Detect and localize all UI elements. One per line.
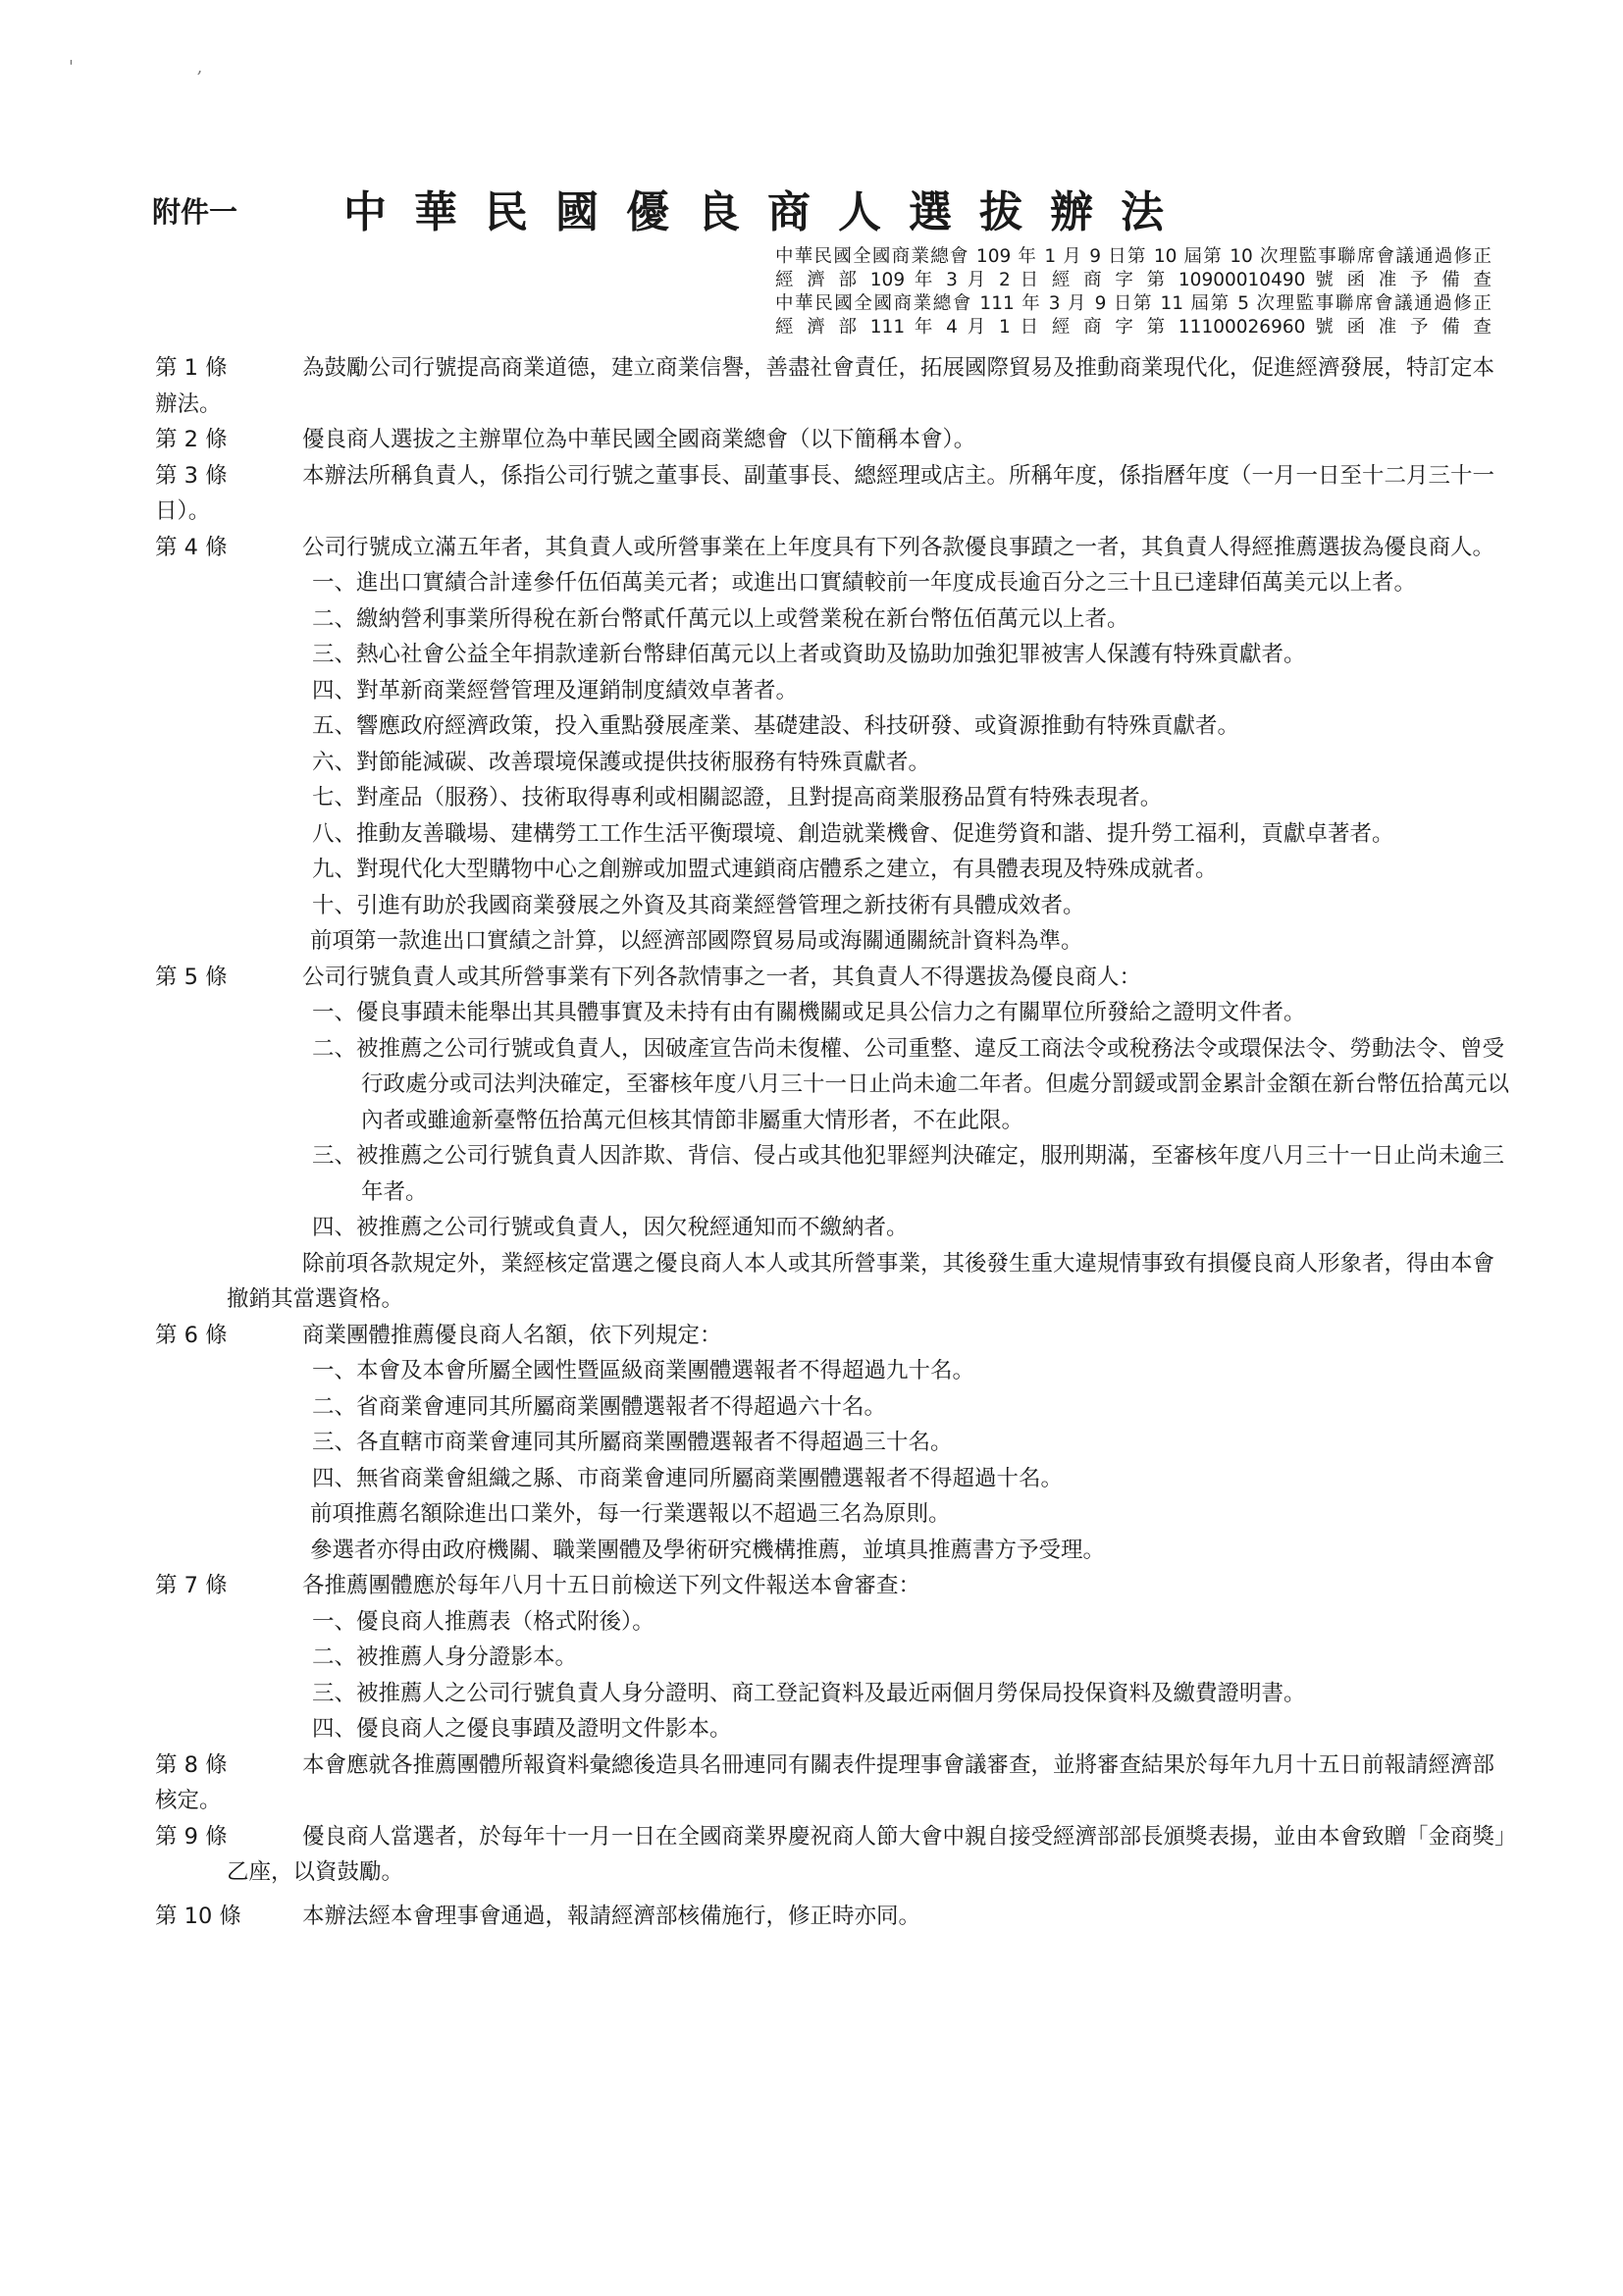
article-number: 第 10 條: [155, 1903, 241, 1929]
list-item: 七、對產品（服務）、技術取得專利或相關認證，且對提高商業服務品質有特殊表現者。: [312, 785, 1163, 810]
list-item: 四、被推薦之公司行號或負責人，因欠稅經通知而不繳納者。: [312, 1215, 909, 1240]
list-item: 三、各直轄市商業會連同其所屬商業團體選報者不得超過三十名。: [312, 1430, 953, 1455]
article-text: 優良商人當選者，於每年十一月一日在全國商業界慶祝商人節大會中親自接受經濟部部長頒獎表揚，並由本會致贈「金商獎」乙座，以資鼓勵。: [227, 1823, 1506, 1885]
article-items: [155, 565, 1511, 923]
list-item: 三、被推薦之公司行號負責人因詐欺、背信、侵占或其他犯罪經判決確定，服刑期滿，至審核年度八月三十一日止尚未逾三年者。: [312, 1143, 1505, 1205]
article-number: 第 5 條: [155, 964, 228, 990]
article-2: [155, 422, 1511, 458]
history-line: 中華民國全國商業總會 109 年 1 月 9 日第 10 屆第 10 次理監事聯席會議通過修正: [775, 246, 1492, 267]
history-line: 經 濟 部 111 年 4 月 1 日 經 商 字 第 11100026960 號 函 准 予 備 查: [775, 317, 1492, 338]
article-text: 本會應就各推薦團體所報資料彙總後造具名冊連同有關表件提理事會議審查，並將審查結果於每年九月十五日前報請經濟部核定。: [155, 1751, 1495, 1813]
article-text: 各推薦團體應於每年八月十五日前檢送下列文件報送本會審查：: [302, 1573, 921, 1598]
list-item: 三、熱心社會公益全年捐款達新台幣肆佰萬元以上者或資助及協助加強犯罪被害人保護有特殊貢獻者。: [312, 642, 1306, 667]
article-text: 商業團體推薦優良商人名額，依下列規定：: [302, 1322, 722, 1348]
article-text: 本辦法所稱負責人，係指公司行號之董事長、副董事長、總經理或店主。所稱年度，係指曆年度（一月一日至十二月三十一日）。: [155, 462, 1495, 524]
list-item: 四、優良商人之優良事蹟及證明文件影本。: [312, 1716, 732, 1742]
article-10: [155, 1899, 1511, 1935]
article-text: 為鼓勵公司行號提高商業道德，建立商業信譽，善盡社會責任，拓展國際貿易及推動商業現代化，促進經濟發展，特訂定本辦法。: [155, 355, 1495, 417]
article-3: [155, 458, 1511, 530]
article-text: 優良商人選拔之主辦單位為中華民國全國商業總會（以下簡稱本會）。: [302, 427, 976, 452]
article-text: 公司行號成立滿五年者，其負責人或所營事業在上年度具有下列各款優良事蹟之一者，其負責人得經推薦選拔為優良商人。: [302, 534, 1495, 560]
article-5: [155, 960, 1511, 1318]
list-item: 四、對革新商業經營管理及運銷制度績效卓著者。: [312, 677, 799, 704]
article-number: 第 1 條: [155, 355, 228, 381]
article-number: 第 3 條: [155, 462, 228, 489]
amendment-history: [775, 245, 1492, 339]
list-item: 一、優良事蹟未能舉出其具體事實及未持有由有關機關或足具公信力之有關單位所發給之證明文件者。: [312, 1000, 1306, 1025]
article-number: 第 7 條: [155, 1573, 228, 1598]
article-7: [155, 1568, 1511, 1748]
list-item: 二、被推薦人身分證影本。: [312, 1644, 578, 1670]
article-note: 前項推薦名額除進出口業外，每一行業選報以不超過三名為原則。: [310, 1501, 951, 1527]
document-title: 中華民國優良商人選拔辦法: [343, 187, 1191, 237]
history-line: 經 濟 部 109 年 3 月 2 日 經 商 字 第 10900010490 號 函 准 予 備 查: [775, 270, 1492, 290]
title-row: [152, 177, 1506, 245]
list-item: 一、進出口實績合計達參仟伍佰萬美元者；或進出口實績較前一年度成長逾百分之三十且已達肆佰萬美元以上者。: [312, 570, 1417, 596]
article-number: 第 8 條: [155, 1751, 228, 1778]
list-item: 二、省商業會連同其所屬商業團體選報者不得超過六十名。: [312, 1393, 887, 1420]
article-8: [155, 1748, 1511, 1819]
list-item: 一、本會及本會所屬全國性暨區級商業團體選報者不得超過九十名。: [312, 1358, 975, 1383]
article-number: 第 6 條: [155, 1322, 228, 1348]
article-note: 參選者亦得由政府機關、職業團體及學術研究機構推薦，並填具推薦書方予受理。: [310, 1537, 1106, 1563]
article-items: [155, 1604, 1511, 1748]
annex-label: 附件一: [152, 195, 238, 229]
article-note: 前項第一款進出口實績之計算，以經濟部國際貿易局或海關通關統計資料為準。: [310, 928, 1083, 954]
article-note: 除前項各款規定外，業經核定當選之優良商人本人或其所營事業，其後發生重大違規情事致有損優良商人形象者，得由本會撤銷其當選資格。: [227, 1250, 1495, 1312]
article-1: [155, 350, 1511, 422]
article-number: 第 2 條: [155, 427, 228, 452]
list-item: 九、對現代化大型購物中心之創辦或加盟式連鎖商店體系之建立，有具體表現及特殊成就者。: [312, 857, 1218, 882]
article-6: [155, 1318, 1511, 1569]
list-item: 二、繳納營利事業所得稅在新台幣貳仟萬元以上或營業稅在新台幣伍佰萬元以上者。: [312, 605, 1129, 632]
list-item: 十、引進有助於我國商業發展之外資及其商業經營管理之新技術有具體成效者。: [312, 892, 1085, 918]
document-body: [155, 350, 1511, 1934]
list-item: 八、推動友善職場、建構勞工工作生活平衡環境、創造就業機會、促進勞資和諧、提升勞工福利，貢獻卓著者。: [312, 820, 1394, 847]
list-item: 二、被推薦之公司行號或負責人，因破產宣告尚未復權、公司重整、違反工商法令或稅務法令或環保法令、勞動法令、曾受行政處分或司法判決確定，至審核年度八月三十一日止尚未逾二年者。但處分罰鍰或罰金累計金額在新台幣伍拾萬元以內者或雖逾新臺幣伍拾萬元但核其情節非屬重大情形者，不在此限。: [312, 1035, 1510, 1133]
article-text: 公司行號負責人或其所營事業有下列各款情事之一者，其負責人不得選拔為優良商人：: [302, 964, 1142, 990]
article-items: [155, 995, 1511, 1246]
article-items: [155, 1353, 1511, 1496]
history-line: 中華民國全國商業總會 111 年 3 月 9 日第 11 屆第 5 次理監事聯席會議通過修正: [775, 293, 1492, 314]
article-4: [155, 530, 1511, 960]
list-item: 三、被推薦人之公司行號負責人身分證明、商工登記資料及最近兩個月勞保局投保資料及繳費證明書。: [312, 1680, 1306, 1706]
article-text: 本辦法經本會理事會通過，報請經濟部核備施行，修正時亦同。: [302, 1903, 921, 1929]
list-item: 五、響應政府經濟政策，投入重點發展產業、基礎建設、科技研發、或資源推動有特殊貢獻者。: [312, 713, 1240, 739]
scan-specks: ' ,: [69, 57, 262, 78]
list-item: 六、對節能減碳、改善環境保護或提供技術服務有特殊貢獻者。: [312, 749, 931, 775]
article-number: 第 9 條: [155, 1823, 228, 1850]
article-number: 第 4 條: [155, 534, 228, 560]
list-item: 四、無省商業會組織之縣、市商業會連同所屬商業團體選報者不得超過十名。: [312, 1465, 1064, 1491]
article-9: [155, 1819, 1511, 1891]
list-item: 一、優良商人推薦表（格式附後）。: [312, 1608, 654, 1635]
